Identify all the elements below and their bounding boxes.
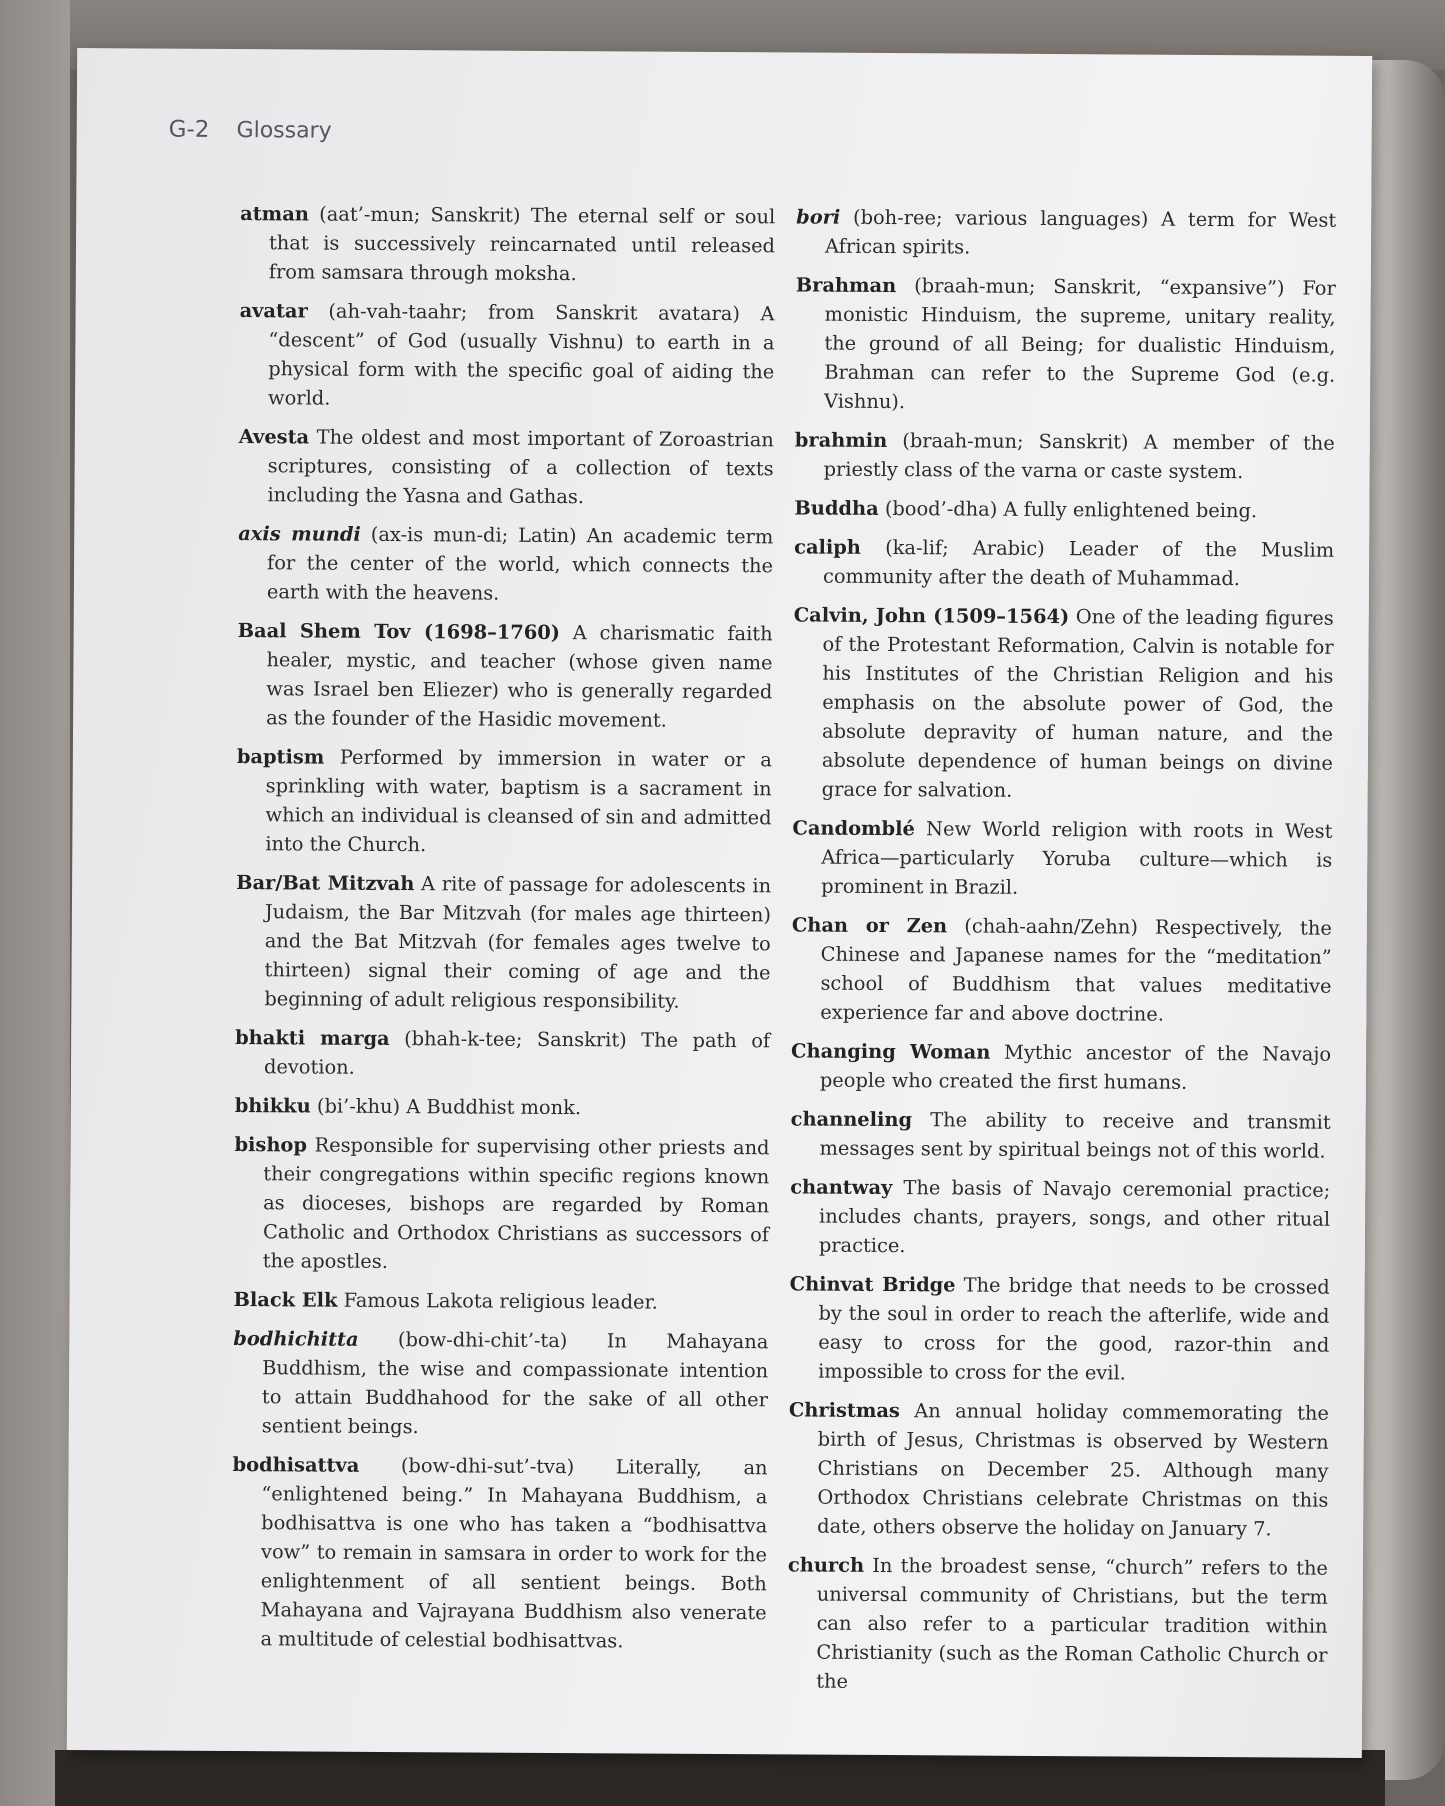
glossary-entry (233, 1285, 768, 1317)
glossary-definition: (braah-mun; Sanskrit, “expansive”) For monistic Hinduism, the supreme, unitary reality, the ground of all Being; for dualistic Hinduism, Brahman can refer to the Supreme God (e.g. Vishnu). (823, 274, 1336, 414)
glossary-definition: (boh-ree; various languages) A term for West African spirits. (824, 205, 1337, 259)
glossary-term: bhakti marga (235, 1026, 390, 1050)
glossary-entry (235, 1023, 770, 1084)
glossary-definition: (bood’-dha) A fully enlightened being. (878, 496, 1258, 523)
glossary-term: bori (796, 205, 841, 229)
glossary-entry (788, 1395, 1329, 1543)
glossary-entry (793, 600, 1334, 806)
glossary-definition: (braah-mun; Sanskrit) A member of the priestly class of the varna or caste system. (823, 429, 1335, 484)
glossary-definition: Responsible for supervising other priests and their congregations within specific regions known as dioceses, bishops are regarded by Roman Catholic and Orthodox Christians as successors of the apostles. (262, 1133, 770, 1273)
glossary-definition: (ax-is mun-di; Latin) An academic term for the center of the world, which connects the earth with the heavens. (266, 522, 774, 605)
glossary-definition: A charismatic faith healer, mystic, and teacher (whose given name was Israel ben Eliezer) who is generally regarded as the founder of the Hasidic movement. (266, 621, 773, 732)
glossary-term: Bar/Bat Mitzvah (236, 871, 415, 896)
background-left (0, 0, 70, 1806)
glossary-term: Changing Woman (791, 1039, 991, 1064)
glossary-entry (792, 813, 1333, 903)
glossary-term: baptism (236, 745, 325, 769)
glossary-definition: (bow-dhi-chit’-ta) In Mahayana Buddhism, the wise and compassionate intention to attain Buddhahood for the sake of all other sentient beings. (261, 1327, 769, 1439)
glossary-term: axis mundi (238, 522, 361, 546)
glossary-entry (234, 1130, 770, 1278)
glossary-term: chantway (790, 1175, 893, 1200)
glossary-entry (787, 1550, 1328, 1698)
glossary-definition: (ka-lif; Arabic) Leader of the Muslim community after the death of Muhammad. (822, 535, 1335, 591)
glossary-definition: A rite of passage for adolescents in Judaism, the Bar Mitzvah (for males age thirteen) and the Bat Mitzvah (for females ages twelve to thirteen) signal their coming of age and the beginning of adult religious responsibility. (264, 872, 772, 1013)
glossary-entry (235, 868, 771, 1016)
glossary-entry (794, 532, 1334, 593)
glossary-entry (233, 1324, 769, 1443)
glossary-term: Chan or Zen (791, 913, 948, 938)
glossary-definition: The oldest and most important of Zoroastrian scriptures, consisting of a collection of texts including the Yasna and Gathas. (267, 425, 774, 509)
glossary-definition: (bow-dhi-sut’-tva) Literally, an “enlightened being.” In Mahayana Buddhism, a bodhisattva is one who has taken a “bodhisattva vow” to remain in samsara in order to work for the enlightenment of all sentient beings. Both Mahayana and Vajrayana Buddhism also venerate a multitude of celestial bodhisattvas. (260, 1453, 768, 1653)
glossary-term: bishop (234, 1133, 308, 1157)
glossary-definition: The ability to receive and transmit messages sent by spiritual beings not of this world. (819, 1108, 1331, 1163)
glossary-definition: In the broadest sense, “church” refers to the universal community of Christians, but the term can also refer to a particular tradition within Christianity (such as the Roman Catholic Church or the (816, 1553, 1329, 1693)
glossary-term: Buddha (794, 496, 879, 520)
glossary-entry (236, 742, 772, 861)
glossary-definition: (chah-aahn/Zehn) Respectively, the Chinese and Japanese names for the “meditation” school of Buddhism that values meditative experience far and above doctrine. (820, 914, 1332, 1026)
glossary-definition: (aat’-mun; Sanskrit) The eternal self or soul that is successively reincarnated until released from samsara through moksha. (268, 202, 776, 286)
glossary-definition: Mythic ancestor of the Navajo people who created the first humans. (819, 1040, 1332, 1094)
glossary-entry (239, 296, 775, 415)
glossary-term: caliph (794, 535, 862, 559)
glossary-term: bodhichitta (233, 1327, 359, 1351)
glossary-definition: Performed by immersion in water or a sprinkling with water, baptism is a sacrament in which an individual is cleansed of sin and admitted into the Church. (265, 745, 772, 857)
glossary-entry (238, 519, 774, 609)
glossary-definition: (bi’-khu) A Buddhist monk. (310, 1094, 582, 1120)
glossary-term: channeling (790, 1107, 913, 1132)
glossary-definition: (bhah-k-tee; Sanskrit) The path of devotion. (263, 1026, 771, 1079)
glossary-definition: Famous Lakota religious leader. (337, 1288, 658, 1314)
glossary-definition: The basis of Navajo ceremonial practice; includes chants, prayers, songs, and other ritual practice. (818, 1176, 1331, 1258)
glossary-column-right (787, 202, 1336, 1708)
glossary-definition: New World religion with roots in West Africa—particularly Yoruba culture—which is prominent in Brazil. (821, 817, 1333, 899)
glossary-entry (791, 910, 1332, 1029)
glossary-term: Black Elk (233, 1288, 338, 1312)
page-number: G-2 (168, 116, 210, 143)
glossary-term: Brahman (795, 273, 897, 298)
glossary-entry (237, 616, 773, 735)
glossary-entry (796, 202, 1336, 263)
glossary-term: avatar (239, 299, 308, 323)
glossary-term: Christmas (788, 1398, 900, 1423)
glossary-term: church (787, 1553, 865, 1577)
glossary-entry (791, 1036, 1331, 1097)
glossary-term: atman (240, 202, 309, 226)
book-cover-edge (55, 1750, 1385, 1806)
glossary-entry (790, 1104, 1330, 1165)
glossary-entry (794, 493, 1334, 525)
glossary-definition: (ah-vah-taahr; from Sanskrit avatara) A “descent” of God (usually Vishnu) to earth in a physical form with the specific goal of aiding the world. (268, 299, 775, 410)
glossary-definition: The bridge that needs to be crossed by the soul in order to reach the afterlife, wide and easy to cross for the good, razor-thin and impossible to cross for the evil. (818, 1273, 1330, 1385)
glossary-term: Candomblé (792, 816, 915, 841)
glossary-entry (240, 199, 776, 289)
glossary-entry (795, 270, 1336, 418)
glossary-term: Avesta (238, 425, 310, 449)
glossary-entry (235, 1091, 770, 1123)
glossary-definition: An annual holiday commemorating the birth of Jesus, Christmas is observed by Western Christians on December 25. Although many Orthodox Christians celebrate Christmas on this date, others observe the holiday on January 7. (817, 1399, 1329, 1541)
glossary-term: Chinvat Bridge (789, 1272, 956, 1297)
glossary-term: bhikku (234, 1094, 311, 1118)
glossary-column-left (231, 199, 775, 1666)
glossary-entry (795, 425, 1335, 486)
glossary-term: Calvin, John (1509–1564) (793, 603, 1070, 629)
glossary-entry (789, 1269, 1330, 1388)
section-title: Glossary (236, 118, 332, 144)
glossary-entry (231, 1450, 767, 1656)
glossary-term: bodhisattva (232, 1453, 360, 1477)
glossary-entry (790, 1172, 1331, 1262)
glossary-definition: One of the leading figures of the Protestant Reformation, Calvin is notable for his Institutes of the Christian Religion and his emphasis on the absolute power of God, the absolute depravity of human nature, and the absolute dependence of human beings on divine grace for salvation. (821, 605, 1334, 802)
glossary-entry (238, 422, 774, 512)
running-head (169, 117, 332, 144)
book-page (67, 48, 1372, 1758)
glossary-term: brahmin (794, 428, 888, 453)
glossary-term: Baal Shem Tov (1698–1760) (237, 619, 561, 645)
